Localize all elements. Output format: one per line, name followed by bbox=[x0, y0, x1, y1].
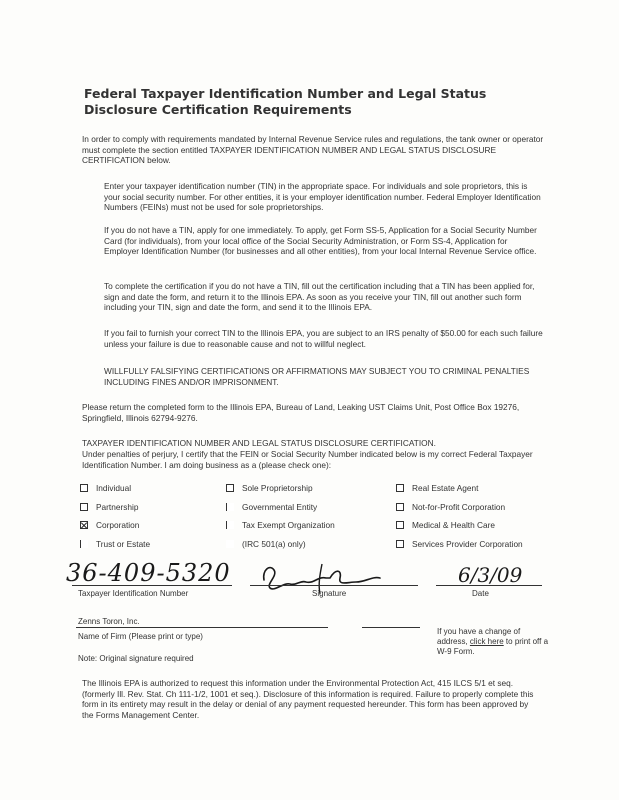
date-label: Date bbox=[472, 589, 489, 598]
checkbox[interactable] bbox=[80, 540, 88, 548]
checkbox[interactable] bbox=[396, 484, 404, 492]
intro-paragraph: In order to comply with requirements mandated by Internal Revenue Service rules and regulations, the tank owner or operator must complete the section entitled TAXPAYER IDENTIFICATION NUMBER AND LEGAL STATUS DISCLOSURE CERTIFICATION below. bbox=[82, 134, 544, 166]
extra-line bbox=[362, 627, 420, 628]
option-sole-proprietorship[interactable]: Sole Proprietorship bbox=[226, 483, 313, 493]
checkbox[interactable] bbox=[396, 540, 404, 548]
checkbox[interactable] bbox=[396, 503, 404, 511]
firm-label: Name of Firm (Please print or type) bbox=[78, 632, 203, 641]
certification-heading: TAXPAYER IDENTIFICATION NUMBER AND LEGAL STATUS DISCLOSURE CERTIFICATION. bbox=[82, 438, 436, 448]
option-real-estate-agent[interactable]: Real Estate Agent bbox=[396, 483, 478, 493]
signature-note: Note: Original signature required bbox=[78, 654, 194, 663]
date-handwritten: 6/3/09 bbox=[458, 563, 523, 587]
instruction-apply: If you do not have a TIN, apply for one immediately. To apply, get Form SS-5, Application for a Social Security Number Card (for individuals), from your local office of the Social Security Administration, or Form SS-4, Application for Employer Identification Number (for businesses and all other entities), from your local Internal Revenue Service office. bbox=[104, 225, 537, 257]
tin-label: Taxpayer Identification Number bbox=[78, 589, 189, 598]
option-partnership[interactable]: Partnership bbox=[80, 502, 138, 512]
instruction-warning: WILLFULLY FALSIFYING CERTIFICATIONS OR AFFIRMATIONS MAY SUBJECT YOU TO CRIMINAL PENALTIES INCLUDING FINES AND/OR IMPRISONMENT. bbox=[104, 366, 530, 387]
checkbox-checked[interactable] bbox=[80, 521, 88, 529]
option-not-for-profit[interactable]: Not-for-Profit Corporation bbox=[396, 502, 505, 512]
checkbox[interactable] bbox=[80, 503, 88, 511]
footer-paragraph: The Illinois EPA is authorized to request this information under the Environmental Protection Act, 415 ILCS 5/1 et seq. (formerly Ill. Rev. Stat. Ch 111-1/2, 1001 et seq.). Disclosure of this information is required. Failure to properly complete this form in its entirety may result in the delay or denial of any payment requested hereunder. This form has been approved by the Forms Management Center. bbox=[82, 678, 534, 720]
checkbox-spacer bbox=[226, 540, 234, 548]
option-irc-501a: (IRC 501(a) only) bbox=[226, 539, 306, 549]
option-individual[interactable]: Individual bbox=[80, 483, 131, 493]
tin-line bbox=[72, 585, 232, 586]
signature-label: Signature bbox=[312, 589, 347, 598]
option-corporation[interactable]: Corporation bbox=[80, 520, 139, 530]
option-trust-estate[interactable]: Trust or Estate bbox=[80, 539, 150, 549]
w9-link[interactable]: click here bbox=[469, 637, 504, 646]
instruction-complete: To complete the certification if you do not have a TIN, fill out the certification including that a TIN has been applied for, sign and date the form, and return it to the Illinois EPA. As soon as you receive your TIN, fill out another such form including your TIN, sign and date the form, and send it to the Illinois EPA. bbox=[104, 281, 535, 313]
checkbox[interactable] bbox=[226, 521, 234, 529]
return-note: Please return the completed form to the Illinois EPA, Bureau of Land, Leaking UST Claims Unit, Post Office Box 19276, Springfield, Illinois 62794-9276. bbox=[82, 402, 520, 423]
w9-change-note: If you have a change of address, click here to print off a W-9 Form. bbox=[437, 627, 549, 656]
checkbox[interactable] bbox=[226, 484, 234, 492]
page-title: Federal Taxpayer Identification Number and Legal Status Disclosure Certification Requirements bbox=[84, 86, 487, 117]
checkbox[interactable] bbox=[80, 484, 88, 492]
firm-line[interactable] bbox=[76, 627, 328, 628]
firm-name-value: Zenns Toron, Inc. bbox=[78, 617, 140, 626]
option-governmental-entity[interactable]: Governmental Entity bbox=[226, 502, 317, 512]
signature-line[interactable] bbox=[250, 585, 418, 586]
option-medical-health[interactable]: Medical & Health Care bbox=[396, 520, 495, 530]
tin-handwritten: 36-409-5320 bbox=[66, 559, 231, 587]
certification-text: Under penalties of perjury, I certify that the FEIN or Social Security Number indicated below is my correct Federal Taxpayer Identification Number. I am doing business as a (please check one): bbox=[82, 449, 533, 470]
instruction-tin: Enter your taxpayer identification number (TIN) in the appropriate space. For individuals and sole proprietors, this is your social security number. For other entities, it is your employer identification number. Federal Employer Identification Numbers (FEINs) must not be used for sole proprietorships. bbox=[104, 181, 541, 213]
option-tax-exempt[interactable]: Tax Exempt Organization bbox=[226, 520, 335, 530]
instruction-penalty: If you fail to furnish your correct TIN to the Illinois EPA, you are subject to an IRS penalty of $50.00 for each such failure unless your failure is due to reasonable cause and not to willful neglect. bbox=[104, 328, 543, 349]
checkbox[interactable] bbox=[226, 503, 234, 511]
checkbox[interactable] bbox=[396, 521, 404, 529]
date-line bbox=[436, 585, 542, 586]
option-services-provider[interactable]: Services Provider Corporation bbox=[396, 539, 523, 549]
